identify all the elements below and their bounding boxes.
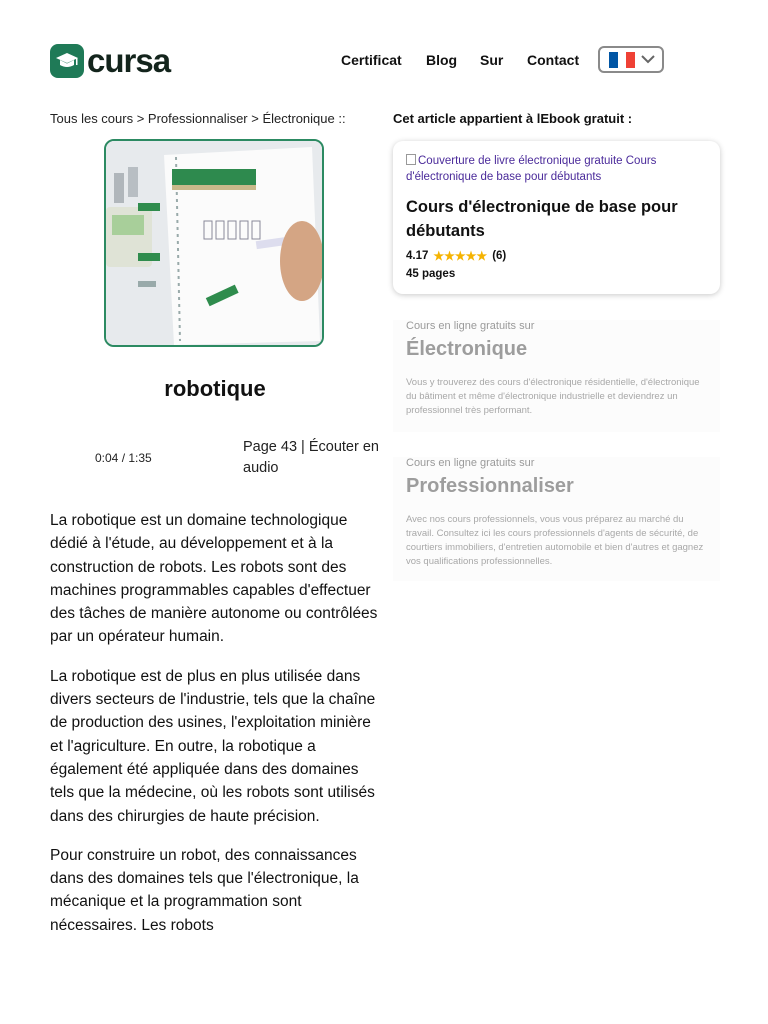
language-selector[interactable]: [598, 46, 664, 73]
audio-time: 0:04 / 1:35: [95, 451, 152, 465]
category-title: Professionnaliser: [406, 475, 574, 497]
category-description: Avec nos cours professionnels, vous vous préparez au marché du travail. Consultez ici les cours professionnels d'agents de sécurité, de courtiers immobiliers, d'entretien automobile et bien d'autres et gagnez vos qualifications professionnelles.: [406, 514, 704, 567]
paragraph: La robotique est de plus en plus utilisée dans divers secteurs de l'industrie, tels que la chaîne de production des usines, l'exploitation minière et l'agriculture. En outre, la robotique a également été appliquée dans des domaines tels que la médecine, où les robots sont utilisés dans des chirurgies de haute précision.: [50, 667, 376, 825]
nav-certificat[interactable]: Certificat: [341, 52, 402, 68]
paragraph: Pour construire un robot, des connaissances dans des domaines tels que l'électronique, la mécanique et la programmation sont nécessaires. Les robots: [50, 846, 359, 934]
cursa-logo[interactable]: [50, 44, 170, 78]
nav-contact[interactable]: Contact: [527, 52, 580, 68]
graduation-cap-icon: [50, 44, 84, 78]
audio-player[interactable]: [50, 438, 230, 478]
breadcrumb: [50, 111, 346, 126]
category-description: Vous y trouverez des cours d'électronique résidentielle, d'électronique du bâtiment et même d'électronique industrielle et deviendrez un professionnel très performant.: [406, 377, 700, 416]
ebook-pages: 45 pages: [406, 268, 456, 280]
category-title: Électronique: [406, 338, 528, 360]
lesson-content: [50, 509, 383, 953]
ebook-cover-alt: Couverture de livre électronique gratuite Cours d'électronique de base pour débutants: [406, 155, 657, 183]
category-subtitle: Cours en ligne gratuits sur: [406, 457, 535, 469]
star-icon: ★★★★★: [433, 249, 488, 263]
flag-france-icon: [609, 52, 635, 68]
ebook-rating: [406, 249, 506, 263]
category-subtitle: Cours en ligne gratuits sur: [406, 320, 535, 332]
ebook-heading: Cet article appartient à lEbook gratuit :: [393, 111, 633, 126]
ebook-card[interactable]: [393, 141, 720, 294]
category-electronique[interactable]: [393, 320, 720, 432]
lesson-image: [104, 139, 324, 347]
chevron-down-icon: [641, 55, 655, 64]
breadcrumb-professionnaliser[interactable]: Professionnaliser: [147, 111, 248, 126]
category-professionnaliser[interactable]: [393, 457, 720, 581]
breadcrumb-separator: >: [133, 111, 148, 126]
ebook-title[interactable]: Cours d'électronique de base pour débutants: [406, 198, 678, 240]
site-header: [0, 0, 768, 110]
rating-count: (6): [492, 250, 507, 262]
logo-text: cursa: [87, 42, 171, 79]
breadcrumb-trailing: ::: [334, 111, 346, 126]
breadcrumb-all-courses[interactable]: Tous les cours: [50, 111, 134, 126]
broken-image-icon: [406, 154, 416, 165]
nav-blog[interactable]: Blog: [426, 52, 458, 68]
ebook-cover-image[interactable]: [406, 153, 701, 185]
page-audio-info: Page 43 | Écouter en audio: [243, 439, 379, 476]
paragraph: La robotique est un domaine technologique dédié à l'étude, au développement et à la construction de robots. Les robots sont des machines programmables capables d'effectuer des tâches de manière autonome ou contrôlées par un opérateur humain.: [50, 512, 378, 646]
robotics-kit-illustration: [106, 141, 322, 345]
lesson-title: robotique: [164, 376, 266, 401]
breadcrumb-electronique[interactable]: Électronique: [262, 111, 335, 126]
rating-value: 4.17: [406, 250, 429, 262]
breadcrumb-separator: >: [247, 111, 263, 126]
nav-sur[interactable]: Sur: [480, 52, 504, 68]
